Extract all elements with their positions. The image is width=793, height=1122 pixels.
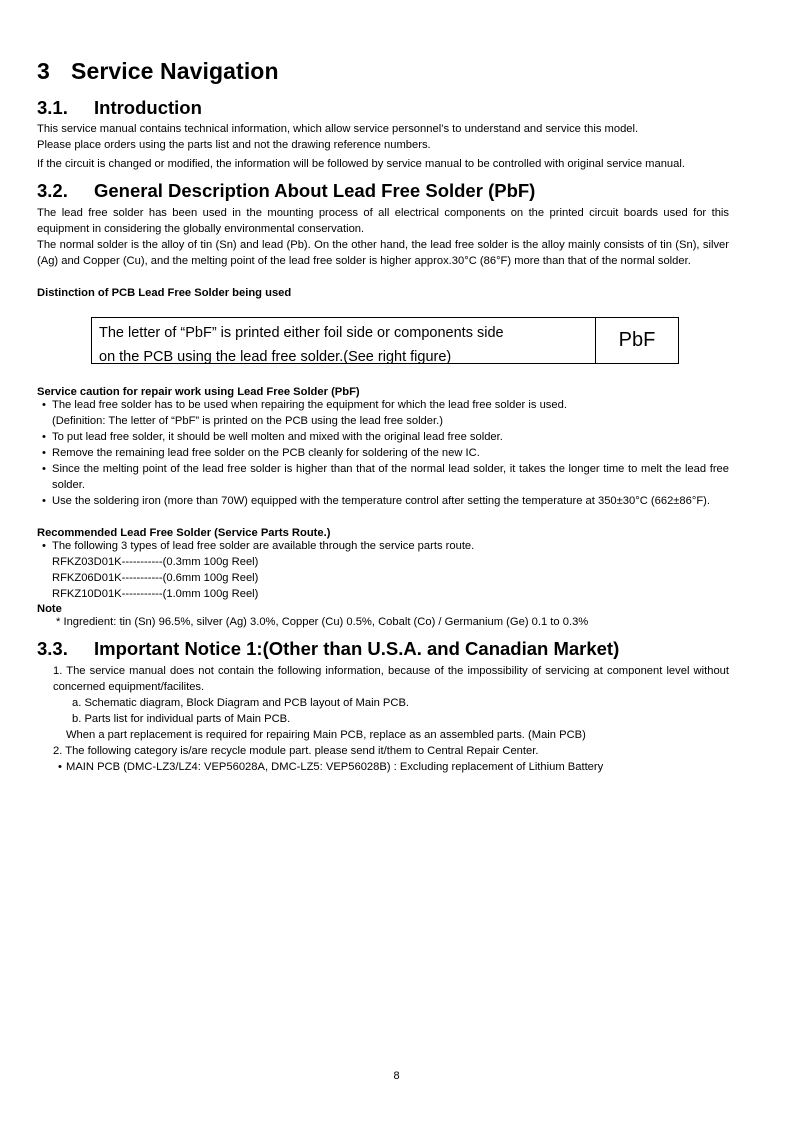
section-title: 3 Service Navigation	[37, 58, 279, 84]
caution-definition: (Definition: The letter of “PbF” is printed on the PCB using the lead free solder.)	[52, 415, 443, 427]
section-3-3-heading: 3.3. Important Notice 1:(Other than U.S.A. and Canadian Market)	[37, 638, 620, 659]
service-caution-heading: Service caution for repair work using Lead Free Solder (PbF)	[37, 386, 360, 398]
notice-item-1a: a. Schematic diagram, Block Diagram and PCB layout of Main PCB.	[72, 697, 410, 709]
notice-item-2: 2. The following category is/are recycle module part. please send it/them to Central Repair Center.	[53, 745, 539, 757]
part-rfkz03d01k: RFKZ03D01K-----------(0.3mm 100g Reel)	[52, 556, 259, 568]
pbf-mark: PbF	[618, 329, 656, 351]
part-rfkz06d01k: RFKZ06D01K-----------(0.6mm 100g Reel)	[52, 572, 259, 584]
pbf-notice-line-2: on the PCB using the lead free solder.(See right figure)	[99, 349, 452, 365]
intro-line-3: If the circuit is changed or modified, the information will be followed by service manual to be controlled with original service manual.	[37, 158, 685, 170]
section-3-1-heading: 3.1. Introduction	[37, 97, 202, 118]
notice-item-1b: b. Parts list for individual parts of Main PCB.	[72, 713, 291, 725]
lead-free-paragraph-2: The normal solder is the alloy of tin (Sn) and lead (Pb). On the other hand, the lead free solder is the alloy mainly consists of tin (Sn), silver (Ag) and Copper (Cu), and the melting point of the lead free solder is higher approx.30°C (86°F) more than that of the normal solder.	[37, 239, 729, 267]
intro-line-1: This service manual contains technical information, which allow service personnel’s to understand and service this model.	[37, 123, 639, 135]
lead-free-paragraph-1: The lead free solder has been used in the mounting process of all electrical components on the printed circuit boards used for this equipment in considering the globally environmental conservation.	[37, 207, 729, 235]
part-rfkz10d01k: RFKZ10D01K-----------(1.0mm 100g Reel)	[52, 588, 259, 600]
distinction-heading: Distinction of PCB Lead Free Solder being used	[37, 287, 292, 299]
page-number: 8	[393, 1070, 400, 1082]
pbf-notice-text	[92, 318, 596, 363]
notice-item-1c: When a part replacement is required for repairing Main PCB, replace as an assembled parts. (Main PCB)	[66, 729, 586, 741]
section-3-2-heading: 3.2. General Description About Lead Free Solder (PbF)	[37, 180, 536, 201]
pbf-notice-box	[91, 317, 679, 364]
recommended-solder-heading: Recommended Lead Free Solder (Service Parts Route.)	[37, 527, 331, 539]
notice-item-1: 1. The service manual does not contain the following information, because of the impossibility of servicing at component level without concerned equipment/facilites.	[53, 665, 729, 693]
note-heading: Note	[37, 603, 62, 615]
note-text: * Ingredient: tin (Sn) 96.5%, silver (Ag) 3.0%, Copper (Cu) 0.5%, Cobalt (Co) / Germanium (Ge) 0.1 to 0.3%	[56, 616, 589, 628]
intro-line-2: Please place orders using the parts list and not the drawing reference numbers.	[37, 139, 431, 151]
pbf-notice-line-1: The letter of “PbF” is printed either foil side or components side	[99, 325, 504, 341]
